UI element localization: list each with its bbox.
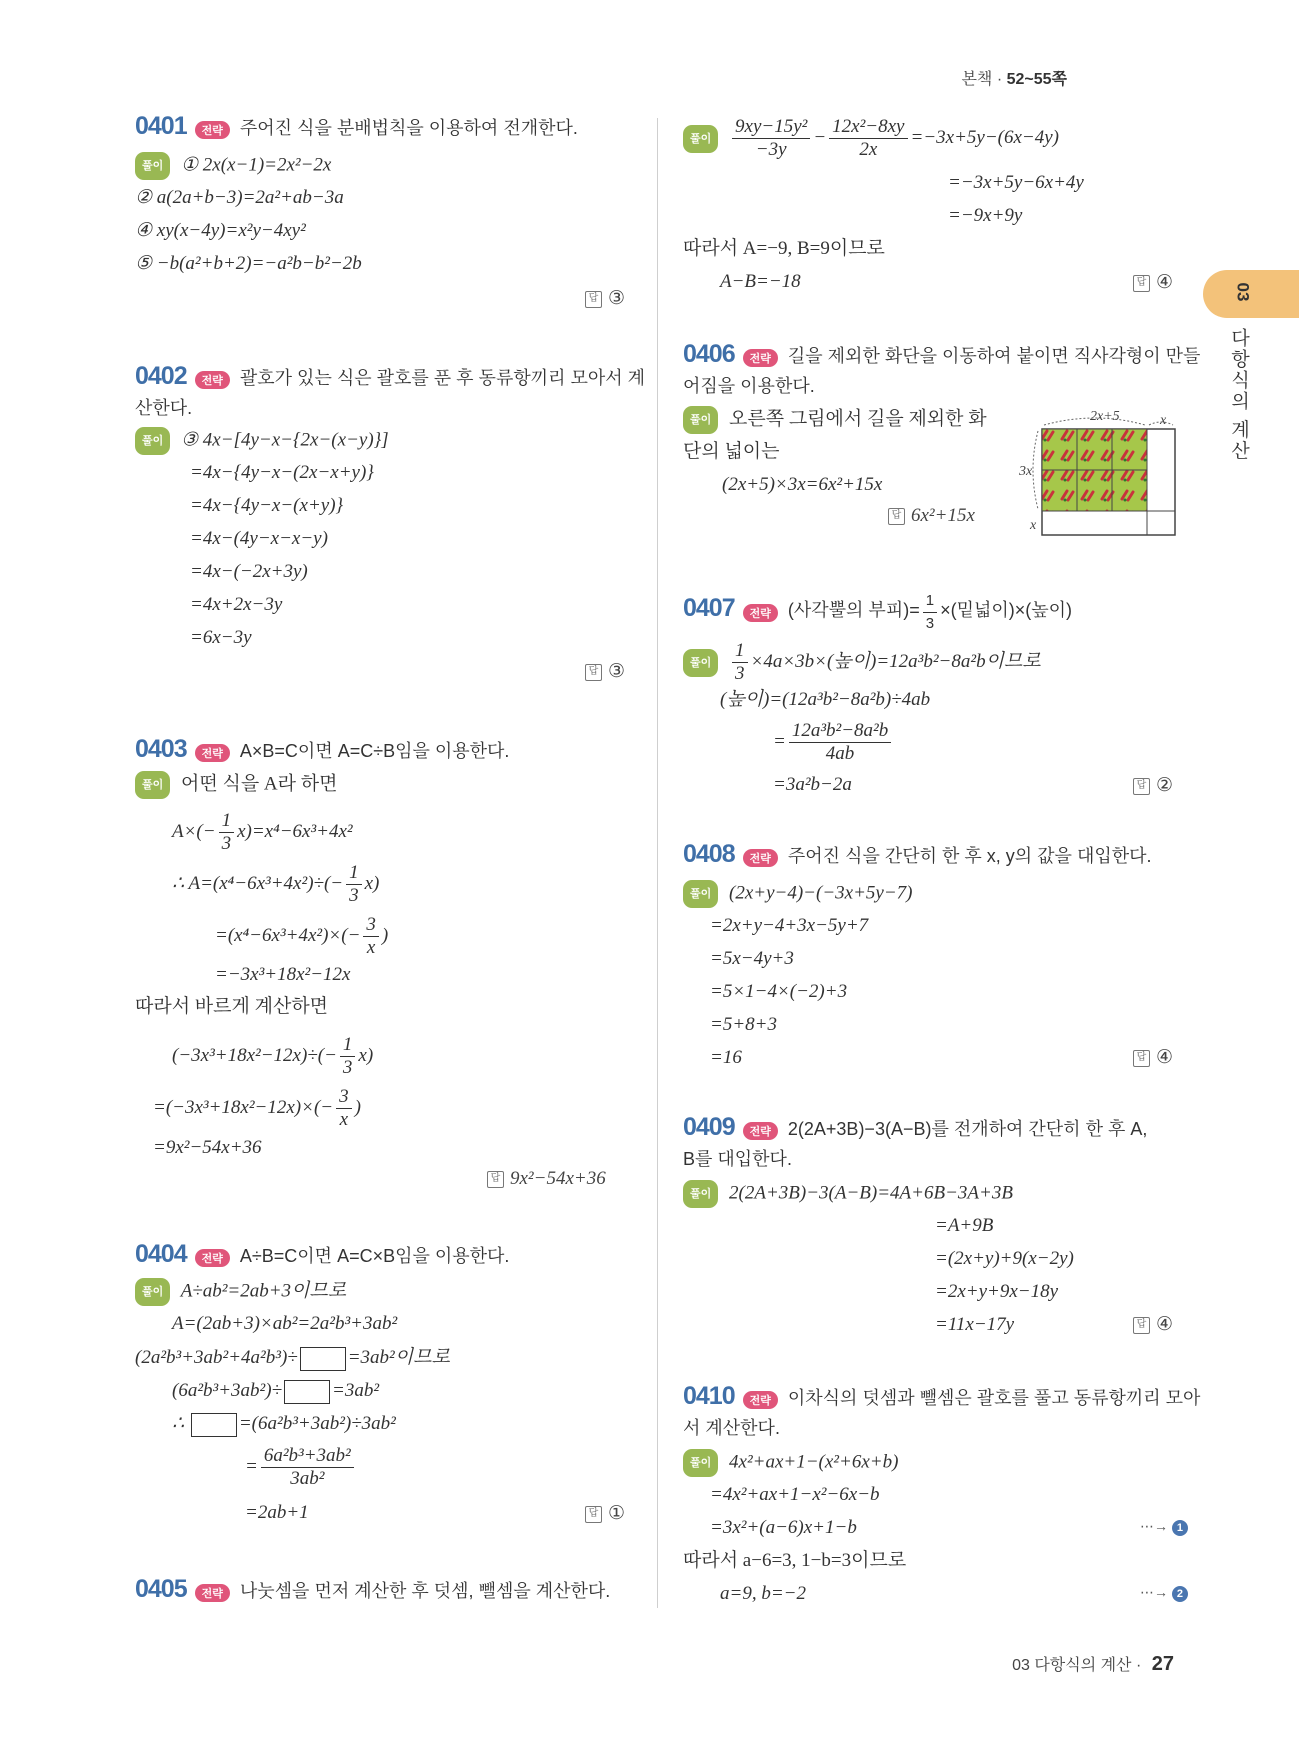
math-line: ② a(2a+b−3)=2a²+ab−3a: [135, 187, 344, 208]
strategy-text-cont: 산한다.: [135, 398, 193, 418]
solution-line: [135, 1278, 346, 1306]
problem-number: 0401: [135, 112, 187, 140]
math-line: =−3x+5y−6x+4y: [948, 172, 1084, 193]
strategy-text: ×(밑넓이)×(높이): [940, 600, 1073, 621]
page-footer: 03 다항식의 계산 · 27: [1012, 1653, 1174, 1675]
problem-0401-header: [135, 112, 578, 141]
header-pages: 52~55쪽: [1006, 71, 1067, 88]
answer-icon: 답: [1133, 1317, 1150, 1334]
solution-badge: 풀이: [683, 880, 718, 908]
header-label: 본책: [961, 71, 993, 88]
solution-badge: 풀이: [683, 125, 718, 153]
math-line: A÷ab²=2ab+3이므로: [180, 1280, 347, 1302]
garden-figure: [1018, 405, 1183, 540]
answer-icon: 답: [585, 291, 602, 308]
solution-line: [135, 427, 389, 455]
math-line: =(2x+y)+9(x−2y): [935, 1248, 1074, 1269]
solution-badge: 풀이: [683, 1180, 718, 1208]
answer-value: ①: [608, 1503, 626, 1524]
math-line: =3a²b−2a: [773, 774, 852, 795]
strategy-badge: 전략: [743, 349, 778, 367]
math-line: =2ab+1: [245, 1502, 309, 1523]
math-line: 2(2A+3B)−3(A−B)=4A+6B−3A+3B: [729, 1182, 1013, 1204]
solution-line: [135, 771, 337, 799]
solution-line: [683, 1449, 898, 1477]
ref-marker: 1: [1172, 1520, 1188, 1536]
strategy-badge: 전략: [743, 1122, 778, 1140]
text-line: 단의 넓이는: [683, 441, 780, 462]
math-line: ∴ A=(x⁴−6x³+4x²)÷(− $\frac{1}{3}$ x): [172, 862, 380, 906]
math-line: ③ 4x−[4y−x−{2x−(x−y)}]: [181, 429, 389, 451]
strategy-text: 괄호가 있는 식은 괄호를 푼 후 동류항끼리 모아서 계: [239, 368, 646, 388]
strategy-badge: 전략: [743, 1391, 778, 1409]
math-line: A×(− $\frac{1}{3}$ x)=x⁴−6x³+4x²: [172, 810, 353, 854]
math-line: =4x²+ax+1−x²−6x−b: [710, 1484, 880, 1505]
answer-value: 9x²−54x+36: [510, 1168, 606, 1189]
solution-badge: 풀이: [683, 406, 718, 434]
problem-0404-header: [135, 1240, 509, 1269]
problem-number: 0403: [135, 735, 187, 763]
answer: [1133, 1046, 1173, 1069]
answer-icon: 답: [1133, 275, 1150, 292]
answer-icon: 답: [585, 1506, 602, 1523]
problem-number: 0402: [135, 362, 187, 390]
math-line: =5+8+3: [710, 1014, 777, 1035]
equation-ref-1: ⋯→ 1: [1140, 1518, 1188, 1536]
strategy-text: (사각뿔의 부피)=: [787, 600, 920, 621]
strategy-text: 주어진 식을 분배법칙을 이용하여 전개한다.: [239, 118, 578, 138]
math-line: =4x+2x−3y: [190, 594, 283, 615]
problem-number: 0410: [683, 1382, 735, 1410]
answer-icon: 답: [487, 1171, 504, 1188]
math-line: (높이)=(12a³b²−8a²b)÷4ab: [720, 689, 931, 710]
page-header: 본책 · 52~55쪽: [961, 71, 1067, 88]
math-line: =−3x³+18x²−12x: [215, 964, 351, 985]
strategy-badge: 전략: [195, 371, 230, 389]
math-line: =(−3x³+18x²−12x)×(− $\frac{3}{x}$ ): [153, 1086, 361, 1130]
math-line: (6a²b³+3ab²)÷ =3ab²: [172, 1378, 379, 1404]
strategy-text: 나눗셈을 먼저 계산한 후 덧셈, 뺄셈을 계산한다.: [239, 1581, 611, 1601]
math-line: (2x+5)×3x=6x²+15x: [722, 474, 883, 495]
math-line: =5x−4y+3: [710, 948, 794, 969]
answer: [585, 287, 625, 310]
answer-icon: 답: [585, 664, 602, 681]
answer-icon: 답: [1133, 778, 1150, 795]
math-line: A−B=−18: [720, 271, 801, 292]
text-line: 따라서 바르게 계산하면: [135, 996, 329, 1017]
strategy-badge: 전략: [195, 1249, 230, 1267]
text-line: 따라서 a−6=3, 1−b=3이므로: [683, 1550, 907, 1571]
chapter-tab: [1203, 270, 1299, 318]
strategy-badge: 전략: [195, 744, 230, 762]
page-number: 27: [1151, 1653, 1174, 1675]
problem-0405-header: [135, 1575, 610, 1604]
answer: [585, 1502, 625, 1525]
problem-number: 0404: [135, 1240, 187, 1268]
answer: [888, 505, 975, 527]
fig-label-right: x: [1160, 413, 1167, 428]
strategy-text-cont: B를 대입한다.: [683, 1149, 792, 1169]
solution-line: [683, 406, 987, 434]
strategy-text: A×B=C이면 A=C÷B임을 이용한다.: [239, 741, 510, 761]
blank-box: [300, 1347, 346, 1371]
problem-0409-header: [683, 1113, 1147, 1142]
problem-number: 0408: [683, 840, 735, 868]
solution-badge: 풀이: [683, 649, 718, 677]
strategy-text: A÷B=C이면 A=C×B임을 이용한다.: [239, 1246, 510, 1266]
problem-number: 0405: [135, 1575, 187, 1603]
answer-icon: 답: [888, 508, 905, 525]
math-line: =11x−17y: [935, 1314, 1015, 1335]
math-line: =6x−3y: [190, 627, 252, 648]
math-line: =2x+y−4+3x−5y+7: [710, 915, 869, 936]
strategy-badge: 전략: [195, 1584, 230, 1602]
answer-value: ③: [608, 661, 626, 682]
blank-box: [284, 1380, 330, 1404]
solution-badge: 풀이: [135, 152, 170, 180]
answer-value: ②: [1156, 775, 1174, 796]
fig-label-bottom: x: [1030, 518, 1037, 533]
math-line: (−3x³+18x²−12x)÷(− $\frac{1}{3}$ x): [172, 1034, 374, 1078]
footer-chapter: 03 다항식의 계산: [1012, 1657, 1132, 1674]
math-line: a=9, b=−2: [720, 1583, 806, 1604]
strategy-text: 길을 제외한 화단을 이동하여 붙이면 직사각형이 만들: [787, 346, 1201, 366]
solution-line: 풀이 $\frac{1}{3}$ ×4a×3b×(높이)=12a³b²−8a²b이므로: [683, 640, 1041, 685]
math-line: =A+9B: [935, 1215, 994, 1236]
solution-badge: 풀이: [683, 1449, 718, 1477]
ref-marker: 2: [1172, 1586, 1188, 1602]
fig-label-left: 3x: [1019, 464, 1033, 479]
chapter-title: 다항식의 계산: [1228, 328, 1249, 462]
math-line: =−9x+9y: [948, 205, 1023, 226]
problem-0402-header: [135, 362, 645, 391]
chapter-number: 03: [1233, 282, 1253, 302]
strategy-badge: 전략: [195, 121, 230, 139]
answer-icon: 답: [1133, 1050, 1150, 1067]
math-line: =4x−(−2x+3y): [190, 561, 308, 582]
fig-label-top: 2x+5: [1090, 409, 1120, 424]
solution-badge: 풀이: [135, 427, 170, 455]
math-line: =3x²+(a−6)x+1−b: [710, 1517, 857, 1538]
blank-box: [191, 1413, 237, 1437]
solution-line: [135, 152, 331, 180]
problem-number: 0406: [683, 340, 735, 368]
math-line: =4x−{4y−x−(x+y)}: [190, 495, 344, 516]
math-line: =2x+y+9x−18y: [935, 1281, 1059, 1302]
equation-ref-2: ⋯→ 2: [1140, 1584, 1188, 1602]
math-line: (2a²b³+3ab²+4a²b³)÷ =3ab²이므로: [135, 1345, 450, 1371]
answer-value: 6x²+15x: [911, 505, 975, 526]
solution-line: [683, 880, 912, 908]
problem-0407-header: 0407 전략 (사각뿔의 부피)= $\frac{1}{3}$ ×(밑넓이)×(높이): [683, 592, 1073, 632]
math-line: =5×1−4×(−2)+3: [710, 981, 848, 1002]
math-line: 4x²+ax+1−(x²+6x+b): [729, 1451, 899, 1473]
math-line: ∴ =(6a²b³+3ab²)÷3ab²: [172, 1411, 396, 1437]
intro-text: 어떤 식을 A라 하면: [181, 773, 338, 795]
math-line: =4x−{4y−x−(2x−x+y)}: [190, 462, 374, 483]
answer-value: ④: [1156, 1314, 1174, 1335]
math-line: =9x²−54x+36: [153, 1137, 262, 1158]
solution-badge: 풀이: [135, 1278, 170, 1306]
math-line: ① 2x(x−1)=2x²−2x: [181, 154, 332, 176]
math-line: = $\frac{\text{6a²b³+3ab²}}{\text{3ab²}}$: [245, 1445, 357, 1490]
answer-value: ④: [1156, 272, 1174, 293]
text-line: 오른쪽 그림에서 길을 제외한 화: [729, 408, 987, 430]
answer: [585, 660, 625, 683]
problem-0410-header: [683, 1382, 1200, 1411]
strategy-badge: 전략: [743, 604, 778, 622]
answer-value: ③: [608, 288, 626, 309]
strategy-text: 이차식의 덧셈과 뺄셈은 괄호를 풀고 동류항끼리 모아: [787, 1388, 1201, 1408]
answer: [1133, 774, 1173, 797]
math-line: (2x+y−4)−(−3x+5y−7): [729, 882, 913, 904]
problem-number: 0409: [683, 1113, 735, 1141]
column-divider: [657, 118, 658, 1608]
answer: [1133, 1313, 1173, 1336]
strategy-text-cont: 서 계산한다.: [683, 1418, 780, 1438]
answer: [1133, 271, 1173, 294]
math-line: ④ xy(x−4y)=x²y−4xy²: [135, 220, 306, 241]
math-line: =4x−(4y−x−x−y): [190, 528, 328, 549]
math-line: A=(2ab+3)×ab²=2a²b³+3ab²: [172, 1313, 398, 1334]
strategy-text-cont: 어짐을 이용한다.: [683, 376, 815, 396]
solution-badge: 풀이: [135, 771, 170, 799]
math-line: ⑤ −b(a²+b+2)=−a²b−b²−2b: [135, 253, 362, 274]
strategy-text: 주어진 식을 간단히 한 후 x, y의 값을 대입한다.: [787, 846, 1152, 866]
problem-0403-header: [135, 735, 509, 764]
problem-0408-header: [683, 840, 1152, 869]
math-line: =(x⁴−6x³+4x²)×(− $\frac{3}{x}$ ): [215, 914, 389, 958]
problem-number: 0407: [683, 594, 735, 623]
math-line: = $\frac{\text{12a³b²−8a²b}}{4ab}$: [773, 720, 894, 765]
answer-value: ④: [1156, 1047, 1174, 1068]
solution-line: [683, 1180, 1013, 1208]
strategy-badge: 전략: [743, 849, 778, 867]
answer: [487, 1168, 606, 1190]
text-line: 따라서 A=−9, B=9이므로: [683, 238, 885, 259]
solution-line: 풀이 $\frac{\text{9xy−15y²}}{-3y}$ − $\frac{\text{12x²−8xy}}{2x}$ =−3x+5y−(6x−4y): [683, 116, 1059, 161]
math-line: =16: [710, 1047, 742, 1068]
strategy-text: 2(2A+3B)−3(A−B)를 전개하여 간단히 한 후 A,: [787, 1119, 1148, 1139]
problem-0406-header: [683, 340, 1200, 369]
